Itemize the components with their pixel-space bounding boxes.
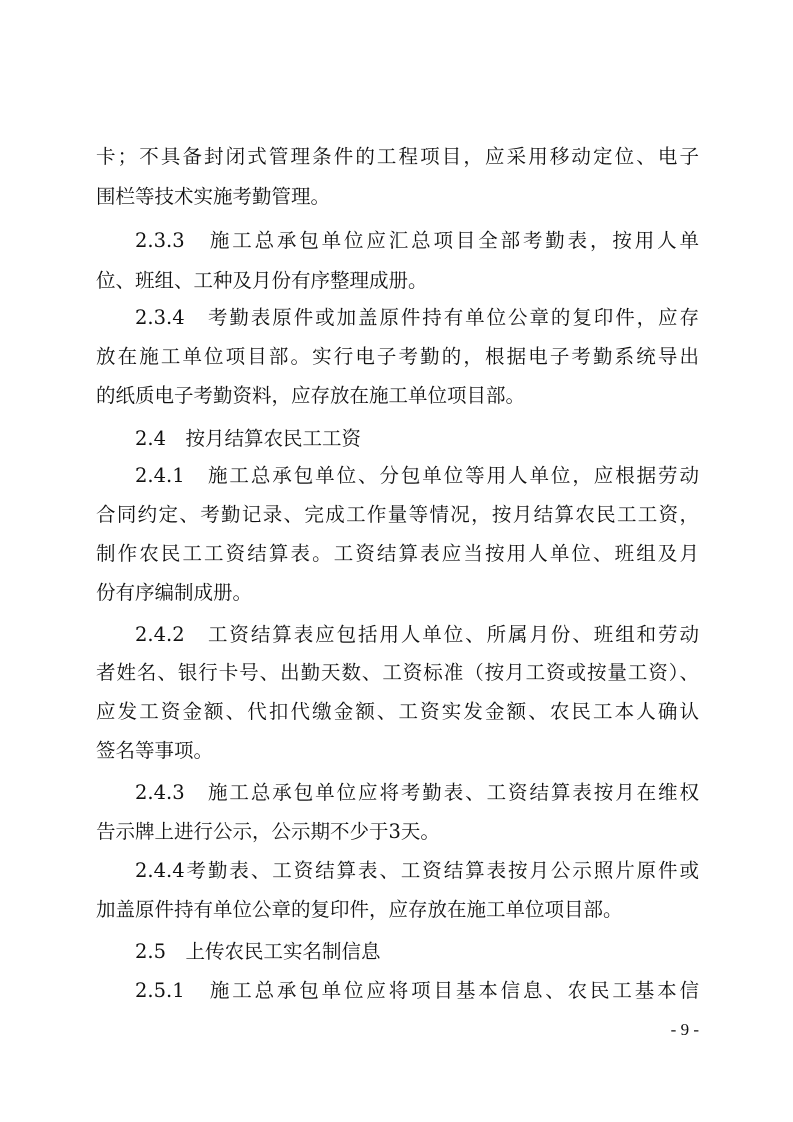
section-2-4-heading: 2.4 按月结算农民工工资 (135, 427, 362, 450)
body-line: 签名等事项。 (96, 739, 214, 762)
section-2-4-2-line: 2.4.2 工资结算表应包括用人单位、所属月份、班组和劳动 (135, 623, 699, 646)
body-line: 放在施工单位项目部。实行电子考勤的，根据电子考勤系统导出 (96, 345, 699, 368)
body-line: 应发工资金额、代扣代缴金额、工资实发金额、农民工本人确认 (96, 700, 699, 723)
body-line: 加盖原件持有单位公章的复印件，应存放在施工单位项目部。 (96, 898, 623, 921)
body-line: 份有序编制成册。 (96, 581, 253, 604)
section-2-3-3-line: 2.3.3 施工总承包单位应汇总项目全部考勤表，按用人单 (135, 229, 699, 252)
body-line: 合同约定、考勤记录、完成工作量等情况，按月结算农民工工资， (96, 503, 699, 526)
body-line: 的纸质电子考勤资料，应存放在施工单位项目部。 (96, 384, 526, 407)
section-2-5-heading: 2.5 上传农民工实名制信息 (135, 940, 381, 963)
section-2-3-4-line: 2.3.4 考勤表原件或加盖原件持有单位公章的复印件，应存 (135, 306, 699, 329)
section-2-4-4-line: 2.4.4考勤表、工资结算表、工资结算表按月公示照片原件或 (135, 859, 699, 882)
page-number: - 9 - (670, 1020, 699, 1039)
body-line: 位、班组、工种及月份有序整理成册。 (96, 269, 428, 292)
body-line: 告示牌上进行公示，公示期不少于3天。 (96, 820, 440, 843)
body-line: 围栏等技术实施考勤管理。 (96, 185, 331, 208)
section-2-4-3-line: 2.4.3 施工总承包单位应将考勤表、工资结算表按月在维权 (135, 781, 699, 804)
body-line: 者姓名、银行卡号、出勤天数、工资标准（按月工资或按量工资）、 (96, 661, 699, 684)
section-2-5-1-line: 2.5.1 施工总承包单位应将项目基本信息、农民工基本信 (135, 979, 699, 1002)
section-2-4-1-line: 2.4.1 施工总承包单位、分包单位等用人单位，应根据劳动 (135, 464, 699, 487)
body-line: 卡；不具备封闭式管理条件的工程项目，应采用移动定位、电子 (96, 145, 699, 168)
body-line: 制作农民工工资结算表。工资结算表应当按用人单位、班组及月 (96, 542, 699, 565)
